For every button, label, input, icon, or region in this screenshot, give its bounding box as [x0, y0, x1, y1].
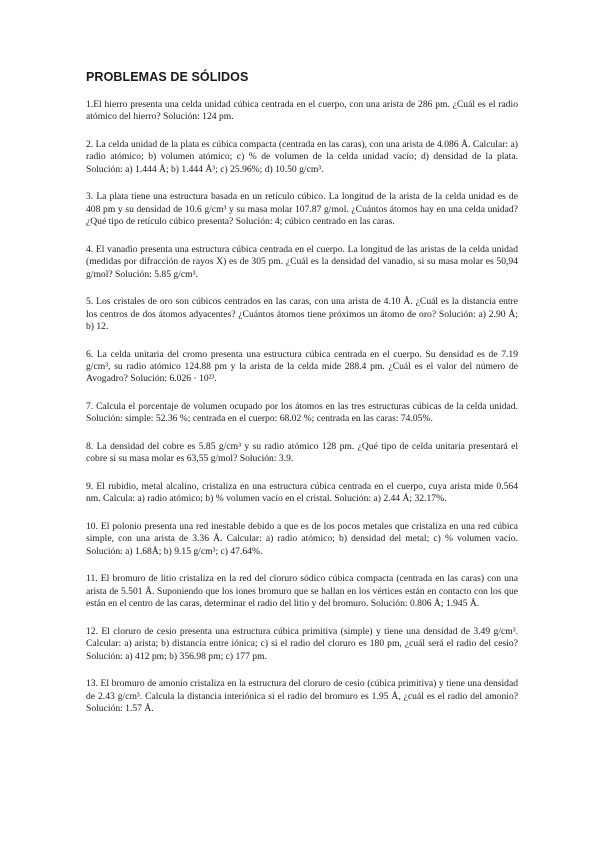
- problem-11: 11. El bromuro de litio cristaliza en la red del cloruro sódico cúbica compacta (centrada en las caras) con una arista de 5.501 Å. Suponiendo que los iones bromuro que se hallan en los vértices están en contacto con los que están en el centro de las caras, determinar el radio del litio y del bromuro. Solución: 0.806 Å; 1.945 Å.: [86, 573, 518, 610]
- problem-3: 3. La plata tiene una estructura basada en un retículo cúbico. La longitud de la arista de la celda unidad es de 408 pm y su densidad de 10.6 g/cm³ y su masa molar 107.87 g/mol. ¿Cuántos átomos hay en una celda unidad? ¿Qué tipo de retículo cúbico presenta? Solución: 4; cúbico centrado en las caras.: [86, 191, 518, 228]
- problem-7: 7. Calcula el porcentaje de volumen ocupado por los átomos en las tres estructuras cúbicas de la celda unidad. Solución: simple: 52.36 %; centrada en el cuerpo: 68.02 %; centrada en las caras: 74.05%.: [86, 401, 518, 425]
- problem-8: 8. La densidad del cobre es 5.85 g/cm³ y su radio atómico 128 pm. ¿Qué tipo de celda unitaria presentará el cobre si su masa molar es 63,55 g/mol? Solución: 3.9.: [86, 441, 518, 465]
- problem-4: 4. El vanadio presenta una estructura cúbica centrada en el cuerpo. La longitud de las aristas de la celda unidad (medidas por difracción de rayos X) es de 305 pm. ¿Cuál es la densidad del vanadio, si su masa molar es 50,94 g/mol? Solución: 5.85 g/cm³.: [86, 243, 518, 280]
- problem-9: 9. El rubidio, metal alcalino, cristaliza en una estructura cúbica centrada en el cuerpo, cuya arista mide 0.564 nm. Calcula: a) radio atómico; b) % volumen vacío en el cristal. Solución: a) 2.44 Å; 32.17%.: [86, 481, 518, 505]
- problem-12: 12. El cloruro de cesio presenta una estructura cúbica primitiva (simple) y tiene una densidad de 3.49 g/cm³. Calcular: a) arista; b) distancia entre iónica; c) si el radio del cloruro es 180 pm, ¿cuál será el radio del cesio? Solución: a) 412 pm; b) 356.98 pm; c) 177 pm.: [86, 625, 518, 662]
- document-page: [86, 70, 518, 731]
- problem-13: 13. El bromuro de amonio cristaliza en la estructura del cloruro de cesio (cúbica primitiva) y tiene una densidad de 2.43 g/cm³. Calcula la distancia interiónica si el radio del bromuro es 1.95 Å, ¿cuál es el radio del amonio? Solución: 1.57 Å.: [86, 678, 518, 715]
- problem-10: 10. El polonio presenta una red inestable debido a que es de los pocos metales que cristaliza en una red cúbica simple, con una arista de 3.36 Å. Calcular: a) radio atómico; b) densidad del metal; c) % volumen vacío. Solución: a) 1.68Å; b) 9.15 g/cm³; c) 47.64%.: [86, 521, 518, 557]
- page-title: PROBLEMAS DE SÓLIDOS: [86, 70, 249, 84]
- problem-2: 2. La celda unidad de la plata es cúbica compacta (centrada en las caras), con una arista de 4.086 Å. Calcular: a) radio atómico; b) volumen atómico; c) % de volumen de la celda unidad vacío; d) densidad de la plata. Solución: a) 1.444 Å; b) 1.444 Å³; c) 25.96%; d) 10.50 g/cm³.: [86, 139, 518, 175]
- problem-6: 6. La celda unitaria del cromo presenta una estructura cúbica centrada en el cuerpo. Su densidad es de 7.19 g/cm³, su radio atómico 124.88 pm y la arista de la celda mide 288.4 pm. ¿Cuál es el valor del número de Avogadro? Solución: 6.026 · 10²³.: [86, 348, 518, 385]
- problem-5: 5. Los cristales de oro son cúbicos centrados en las caras, con una arista de 4.10 Å. ¿Cuál es la distancia entre los centros de dos átomos adyacentes? ¿Cuántos átomos tiene próximos un átomo de oro? Solución: a) 2.90 Å; b) 12.: [86, 296, 518, 333]
- problem-1: 1.El hierro presenta una celda unidad cúbica centrada en el cuerpo, con una arista de 286 pm. ¿Cuál es el radio atómico del hierro? Solución: 124 pm.: [86, 99, 518, 123]
